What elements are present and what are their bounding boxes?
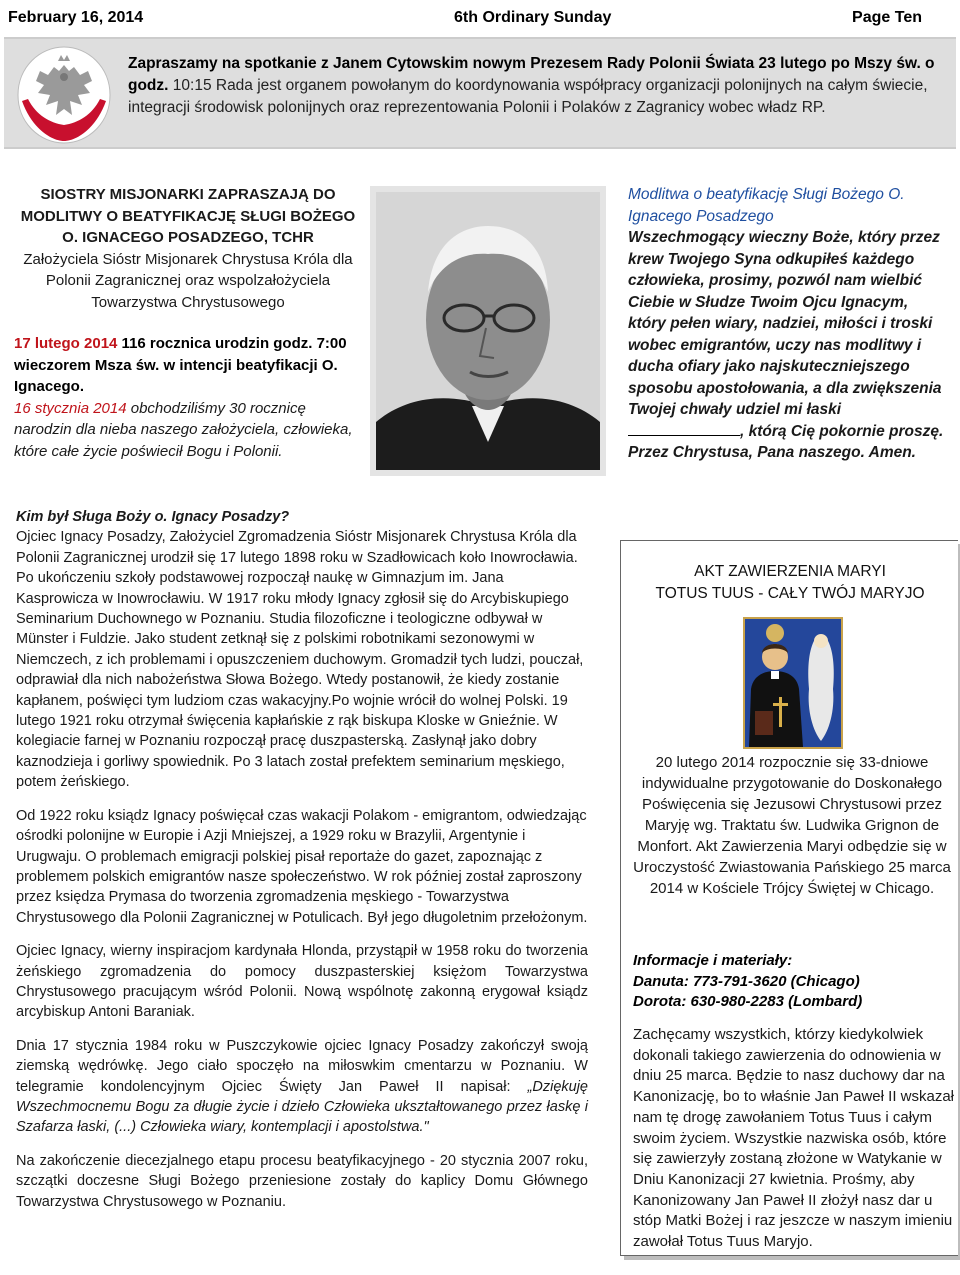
biography-paragraph: Ojciec Ignacy Posadzy, Założyciel Zgromadzenia Sióstr Misjonarek Chrystusa Króla dla Polonii Zagranicznej urodził się 17 lutego 1898 roku w Szadłowicach koło Inowrocławia. Po ukończeniu szkoły podstawowej rozpoczął naukę w Gimnazjum im. Jana Kasprowicza w Inowrocławiu. W 1917 roku młody Ignacy zgłosił się do Arcybiskupiego Seminarium Duchownego w Poznaniu. Studia filozoficzne i teologiczne odbywał w Münster i Fuldzie. Jako student zetknął się z polskimi robotnikami sezonowymi w Niemczech, z ich problemami i opuszczeniem duchowym. Gromadził tych ludzi, pouczał, odprawiał dla nich nabożeństwa Słowa Bożego. Wtedy postanowił, że kiedy zostanie kapłanem, poświęci tym ludziom czas wakacyjny.Po wojnie wrócił do wolnej Polski. 19 lutego 1921 roku otrzymał święcenia kapłańskie z rąk biskupa Kloske w Gnieźnie. W kolegiacie farnej w Poznaniu rozpoczął pracę duszpasterską. Zasłynął jako dobry kaznodzieja i gorliwy spowiednik. Po 3 latach został prefektem seminarium męskiego, potem żeńskiego. — [16, 529, 584, 791]
biography-paragraph — [16, 1036, 588, 1138]
prayer-text-start: Wszechmogący wieczny Boże, który przez krew Twojego Syna odkupiłeś każdego człowieka, prosimy, pozwól nam wielbić Ciebie w Słudze Twoim Ojcu Ignacym, który pełen wiary, nadziei, miłości i troski wobec emigrantów, uczy nas modlitwy i ducha ofiary jako najskuteczniejszego sposobu apostołowania, a dla zwiększenia Twojej chwały udziel mi łaski — [628, 229, 942, 418]
consecration-encouragement: Zachęcamy wszystkich, którzy kiedykolwiek dokonali takiego zawierzenia do odnowienia w dniu 25 marca. Będzie to nasz duchowy dar na Kanonizację, bo to właśnie Jan Paweł II wskazał nam tę drogę zawołaniem Totus Tuus i całym swoim życiem. Wszystkie nazwiska osób, które się zawierzyły zostaną złożone w Watykanie w Dniu Kanonizacji 27 kwietnia. Prośmy, aby Kanonizowany Jan Paweł II złożył nasz dar u stóp Matki Bożej i raz jeszcze w naszym imieniu zawołał Totus Tuus Maryjo. — [633, 1026, 955, 1251]
prayer-title: Modlitwa o beatyfikację Sługi Bożego O. Ignacego Posadzego — [628, 186, 905, 225]
saint-icon-illustration — [745, 619, 841, 747]
prayer-body — [628, 227, 946, 464]
sisters-heading-lead: SIOSTRY MISJONARKI — [40, 186, 204, 203]
contact-danuta: Danuta: 773-791-3620 (Chicago) — [633, 972, 860, 990]
birthday-date: 17 lutego 2014 — [14, 335, 118, 352]
anniversary-date: 16 stycznia 2014 — [14, 399, 127, 417]
biography-article — [16, 507, 588, 1225]
prayer-text-end: , którą Cię pokornie proszę. Przez Chrystusa, Pana naszego. Amen. — [628, 422, 944, 461]
biography-heading: Kim był Sługa Boży o. Ignacy Posadzy? — [16, 509, 290, 525]
portrait-illustration — [376, 192, 600, 470]
consecration-title — [621, 561, 959, 605]
papal-telegram-quote: „Dziękuję Wszechmocnemu Bogu za długie życie i dzieło Człowieka ukształtowanego przez łaskę i Szafarza łaski, (...) Człowieka wiary, kontemplacji i apostolstwa." — [16, 1078, 588, 1136]
announcement-banner — [4, 37, 956, 149]
header-date: February 16, 2014 — [8, 9, 144, 26]
anniversary-info — [14, 398, 362, 463]
birthday-mass-info — [14, 333, 362, 398]
sisters-heading-rest: ZAPRASZAJĄ DO MODLITWY O BEATYFIKACJĘ SŁUGI BOŻEGO O. IGNACEGO POSADZEGO, TCHR — [20, 186, 356, 246]
banner-body: 10:15 Rada jest organem powołanym do koordynowania współpracy organizacji polonijnych na całym świecie, integracji środowisk polonijnych oraz reprezentowania Polonii i Polaków z Zagranicy wobec władz RP. — [128, 77, 928, 116]
contact-dorota: Dorota: 630-980-2283 (Lombard) — [633, 993, 863, 1010]
page-header — [0, 0, 960, 36]
birthday-mass-text: 116 rocznica urodzin godz. 7:00 wieczorem Msza św. w intencji beatyfikacji O. Ignacego. — [14, 335, 347, 395]
consecration-description: 20 lutego 2014 rozpocznie się 33-dniowe indywidualne przygotowanie do Doskonałego Poświęcenia się Jezusowi Chrystusowi przez Maryję wg. Traktatu św. Ludwika Grignon de Monfort. Akt Zawierzenia Maryi odbędzie się w Uroczystość Zwiastowania Pańskiego 25 marca 2014 w Kościele Trójcy Świętej w Chicago. — [633, 754, 951, 897]
anniversary-text: obchodziliśmy 30 rocznicę narodzin dla nieba naszego założyciela, człowieka, które całe życie poświecił Bogu i Polonii. — [14, 399, 353, 460]
banner-text — [128, 53, 948, 119]
saint-louis-de-montfort-icon — [743, 617, 843, 749]
polish-eagle-emblem-icon — [14, 43, 114, 147]
consecration-title-line: TOTUS TUUS - CAŁY TWÓJ MARYJO — [655, 585, 925, 602]
priest-portrait-photo — [370, 186, 606, 476]
consecration-title-line: AKT ZAWIERZENIA MARYI — [694, 563, 886, 580]
sisters-heading — [14, 184, 362, 313]
biography-paragraph-text: Dnia 17 stycznia 1984 roku w Puszczykowie ojciec Ignacy Posadzy zakończył swoją ziemską wędrówkę. Jego ciało spoczęło na miłoswkim cmentarzu w Poznaniu. W telegramie kondolencyjnym Ojciec Święty Jan Paweł II napisał: — [16, 1037, 588, 1095]
header-page-number: Page Ten — [852, 9, 922, 26]
beatification-prayer — [628, 184, 946, 464]
banner-lead: Zapraszamy na spotkanie z Janem Cytowskim nowym Prezesem Rady Polonii Świata 23 lutego po Mszy św. o godz. — [128, 55, 935, 94]
contact-label: Informacje i materiały: — [633, 952, 793, 969]
sisters-invitation — [14, 184, 362, 462]
biography-paragraph: Od 1922 roku ksiądz Ignacy poświęcał czas wakacji Polakom - emigrantom, odwiedzając ośrodki polonijne w Europie i Azji Mniejszej, a 1929 roku w Brazylii, Argentynie i Urugwaju. O problemach emigracji polskiej pisał reportaże do gazet, zapoznając z problemem polskich emigrantów nasze społeczeństwo. W rok później został zaproszony przez księdza Prymasa do tworzenia zgromadzenia męskiego - Towarzystwa Chrystusowego dla Polonii Zagranicznej w Potulicach. Był jego długoletnim przełożonym. — [16, 807, 588, 926]
sisters-heading-sub: Założyciela Sióstr Misjonarek Chrystusa Króla dla Polonii Zagranicznej oraz wspolzałożyciela Towarzystwa Chrystusowego — [23, 250, 353, 311]
consecration-box — [620, 540, 958, 1256]
biography-paragraph: Na zakończenie diecezjalnego etapu procesu beatyfikacyjnego - 20 stycznia 2007 roku, szczątki doczesne Sługi Bożego przeniesione zostały do kaplicy Domu Głównego Towarzystwa Chrystusowego w Poznaniu. — [16, 1152, 588, 1210]
biography-paragraph: Ojciec Ignacy, wierny inspiracjom kardynała Hlonda, przystąpił w 1958 roku do tworzenia żeńskiego zgromadzenia do pomocy duszpasterskiej księżom Towarzystwa Chrystusowego pracującym wśród Polonii. Nową wspólnotę zakonną erygował ksiądz arcybiskup Antoni Baraniak. — [16, 943, 588, 1021]
intention-blank-line — [628, 422, 740, 436]
header-occasion: 6th Ordinary Sunday — [454, 9, 612, 26]
contact-info — [633, 951, 955, 1013]
